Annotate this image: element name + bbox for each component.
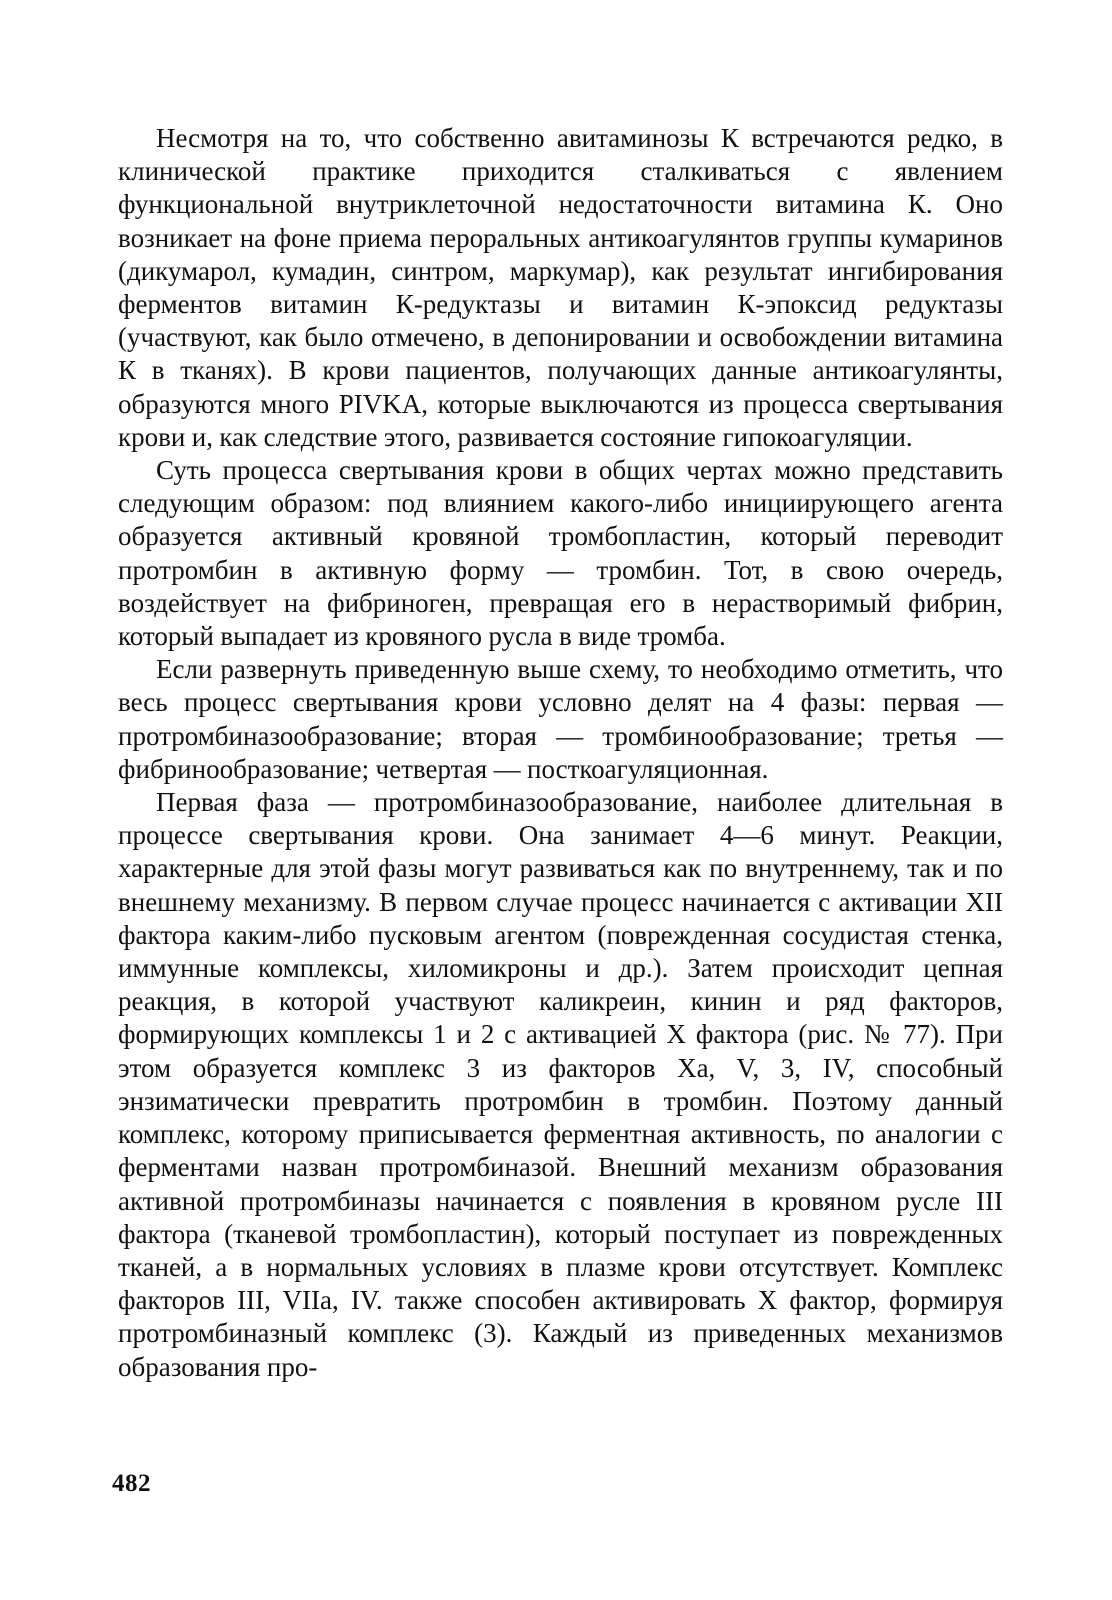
page-number: 482 bbox=[112, 1470, 151, 1497]
paragraph-coagulation-essence: Суть процесса свертывания крови в общих чертах можно представить следующим образом: под влиянием какого-либо инициирующего агента образуется активный кровяной тромбопластин, который переводит протромбин в активную форму — тромбин. Тот, в свою очередь, воздействует на фибриноген, превращая его в нерастворимый фибрин, который выпадает из кровяного русла в виде тромба. bbox=[118, 455, 1003, 652]
paragraph-first-phase: Первая фаза — протромбиназообразование, наиболее длительная в процессе свертывания крови. Она занимает 4—6 минут. Реакции, характерные для этой фазы могут развиваться как по внутреннему, так и по внешнему механизму. В первом случае процесс начинается с активации XII фактора каким-либо пусковым агентом (поврежденная сосудистая стенка, иммунные комплексы, хиломикроны и др.). Затем происходит цепная реакция, в которой участвуют каликреин, кинин и ряд факторов, формирующих комплексы 1 и 2 с активацией X фактора (рис. № 77). При этом образуется комплекс 3 из факторов Xa, V, 3, IV, способный энзиматически превратить протромбин в тромбин. Поэтому данный комплекс, которому приписывается ферментная активность, по аналогии с ферментами назван протромбиназой. Внешний механизм образования активной протромбиназы начинается с появления в кровяном русле III фактора (тканевой тромбопластин), который поступает из поврежденных тканей, а в нормальных условиях в плазме крови отсутствует. Комплекс факторов III, VIIa, IV. также способен активировать X фактор, формируя протромбиназный комплекс (3). Каждый из приведенных механизмов образования про- bbox=[118, 787, 1003, 1382]
paragraph-vitamin-k: Несмотря на то, что собственно авитаминозы К встречаются редко, в клинической практике приходится сталкиваться с явлением функциональной внутриклеточной недостаточности витамина К. Оно возникает на фоне приема пероральных антикоагулянтов группы кумаринов (дикумарол, кумадин, синтром, маркумар), как результат ингибирования ферментов витамин К-редуктазы и витамин К-эпоксид редуктазы (участвуют, как было отмечено, в депонировании и освобождении витамина К в тканях). В крови пациентов, получающих данные антикоагулянты, образуются много PIVKA, которые выключаются из процесса свертывания крови и, как следствие этого, развивается состояние гипокоагуляции. bbox=[118, 123, 1003, 452]
page-body bbox=[118, 122, 1003, 1384]
paragraph-four-phases: Если развернуть приведенную выше схему, то необходимо отметить, что весь процесс свертывания крови условно делят на 4 фазы: первая — протромбиназообразование; вторая — тромбинообразование; третья — фибринообразование; четвертая — посткоагуляционная. bbox=[118, 654, 1003, 784]
